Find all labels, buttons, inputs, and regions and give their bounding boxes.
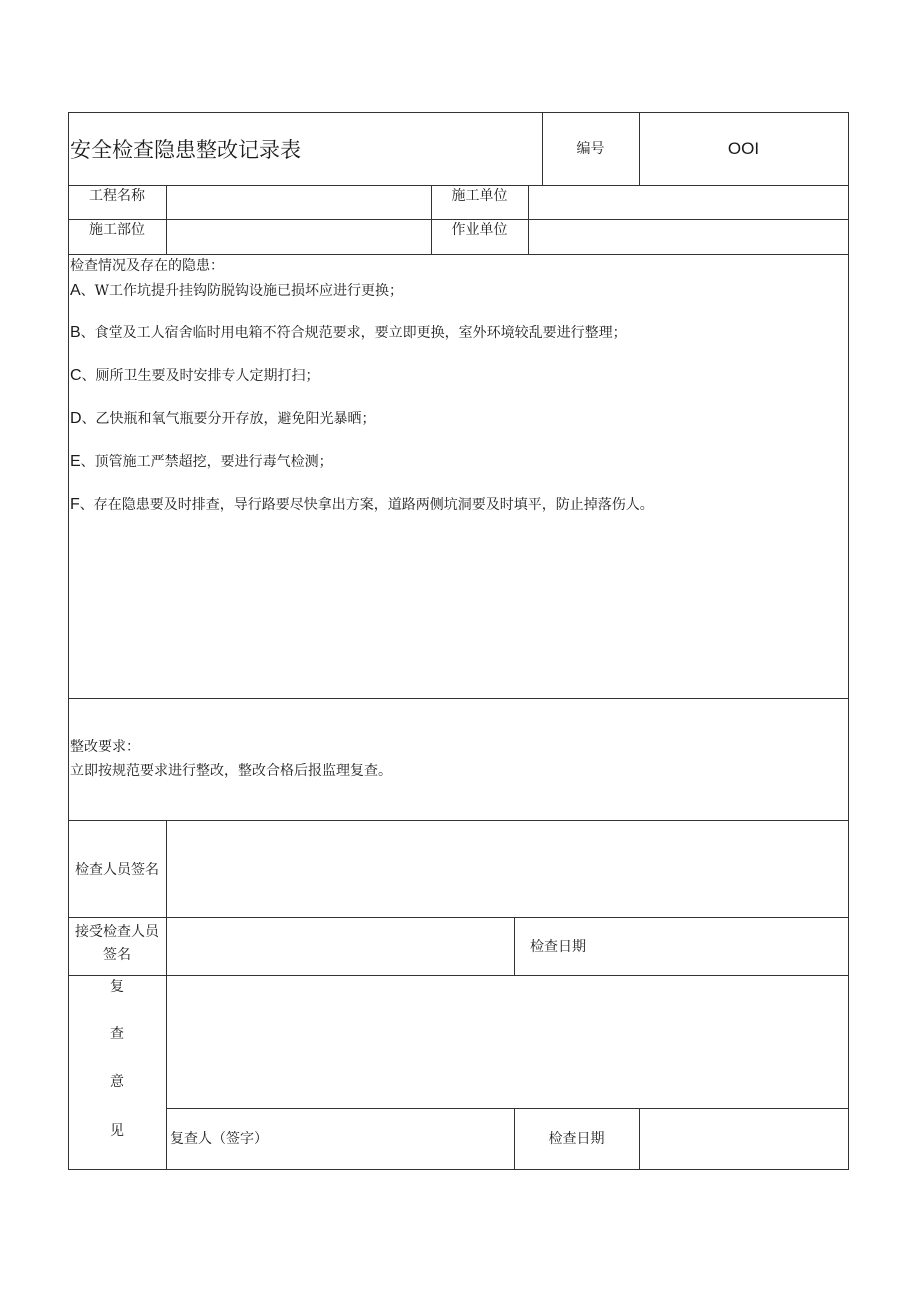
review-label-char: 查 (110, 1026, 124, 1042)
item-letter: B (70, 324, 81, 341)
construction-unit-field[interactable] (529, 186, 848, 219)
check-date-label: 检查日期 (530, 939, 586, 955)
table-line (514, 917, 515, 975)
item-text: 、厕所卫生要及时安排专人定期打扫； (81, 368, 320, 384)
construction-unit-label: 施工单位 (451, 188, 508, 204)
item-text: 、乙快瓶和氧气瓶要分开存放，避免阳光暴晒； (81, 411, 376, 427)
item-text: 、顶管施工严禁超挖，要进行毒气检测； (80, 454, 333, 470)
item-letter: F (70, 496, 80, 513)
item-letter: A (70, 282, 81, 299)
item-text: 、食堂及工人宿舍临时用电箱不符合规范要求，要立即更换，室外环境较乱要进行整理； (80, 325, 627, 341)
item-letter: E (70, 453, 81, 470)
inspection-item (70, 495, 654, 515)
inspection-item (70, 323, 627, 343)
item-text: 、W工作坑提升挂钩防脱钩设施已损坏应进行更换； (80, 283, 404, 299)
inspector-signature-label: 检查人员签名 (75, 862, 159, 878)
table-border-left (68, 112, 69, 1170)
table-line (68, 698, 849, 699)
review-check-date-field[interactable] (640, 1109, 848, 1169)
item-text: 、存在隐患要及时排查，导行路要尽快拿出方案，道路两侧坑洞要及时填平，防止掉落伤人。 (79, 497, 654, 513)
review-opinion-field[interactable] (167, 976, 848, 1108)
item-letter: C (70, 367, 82, 384)
number-value: OOI (727, 139, 760, 158)
inspection-heading: 检查情况及存在的隐患： (70, 258, 224, 274)
table-border-right (848, 112, 849, 1170)
table-border-top (68, 112, 849, 113)
construction-part-field[interactable] (167, 220, 431, 254)
receiver-signature-label-line2: 签名 (103, 947, 131, 963)
receiver-signature-field[interactable] (167, 918, 514, 975)
construction-part-label: 施工部位 (89, 222, 145, 238)
table-border-bottom (68, 1169, 849, 1170)
table-line (68, 254, 849, 255)
review-label-char: 见 (110, 1123, 124, 1139)
inspection-item (70, 366, 320, 386)
form-title: 安全检查隐患整改记录表 (70, 138, 301, 162)
number-label: 编号 (576, 141, 605, 157)
rectification-text: 立即按规范要求进行整改，整改合格后报监理复查。 (70, 763, 392, 779)
item-letter: D (70, 410, 82, 427)
receiver-signature-label: 接受检查人员 (75, 924, 159, 940)
review-check-date-label: 检查日期 (548, 1131, 605, 1147)
work-unit-field[interactable] (529, 220, 848, 254)
inspection-item (70, 281, 403, 301)
work-unit-label: 作业单位 (451, 222, 508, 238)
review-label-char: 意 (110, 1074, 124, 1090)
reviewer-signature-label: 复查人（签字） (170, 1131, 268, 1147)
project-name-label: 工程名称 (89, 188, 145, 204)
inspector-signature-field[interactable] (167, 821, 848, 917)
rectification-heading: 整改要求： (70, 739, 140, 755)
review-label-char: 复 (110, 979, 124, 995)
inspection-item (70, 452, 333, 472)
inspection-item (70, 409, 376, 429)
project-name-field[interactable] (167, 186, 431, 219)
